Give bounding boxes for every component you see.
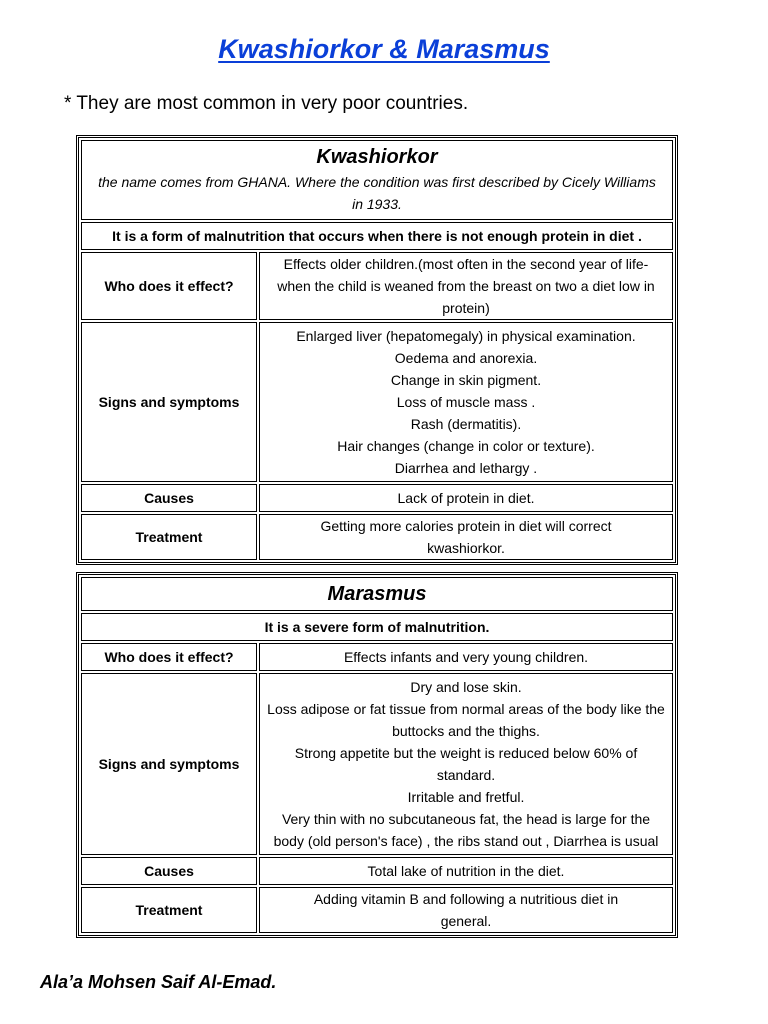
list-item: Enlarged liver (hepatomegaly) in physical examination. [296, 328, 636, 344]
marasmus-causes-label: Causes [81, 857, 257, 885]
kwashiorkor-table [76, 135, 678, 565]
list-item: Dry and lose skin. [410, 679, 522, 695]
kwashiorkor-treatment-text: Getting more calories protein in diet will correct kwashiorkor. [259, 514, 673, 560]
kwashiorkor-origin: the name comes from GHANA. Where the condition was first described by Cicely Williams in 1933. [98, 174, 656, 212]
marasmus-treatment-text: Adding vitamin B and following a nutritious diet in general. [259, 887, 673, 933]
kwashiorkor-who-text: Effects older children.(most often in the second year of life- when the child is weaned from the breast on two a diet low in protein) [259, 252, 673, 320]
kwashiorkor-who-label: Who does it effect? [81, 252, 257, 320]
marasmus-who-text: Effects infants and very young children. [259, 643, 673, 671]
list-item: Very thin with no subcutaneous fat, the head is large for the body (old person's face) , the ribs stand out , Diarrhea is usual [273, 811, 659, 849]
kwashiorkor-definition: It is a form of malnutrition that occurs when there is not enough protein in diet . [81, 222, 673, 250]
marasmus-who-label: Who does it effect? [81, 643, 257, 671]
kwashiorkor-header-cell [81, 140, 673, 220]
intro-text: * They are most common in very poor countries. [64, 93, 469, 114]
author-name: Ala’a Mohsen Saif Al-Emad. [40, 972, 277, 992]
kwashiorkor-treatment-label: Treatment [81, 514, 257, 560]
kwashiorkor-causes-label: Causes [81, 484, 257, 512]
list-item: Loss adipose or fat tissue from normal areas of the body like the buttocks and the thighs. [267, 701, 665, 739]
list-item: Change in skin pigment. [390, 372, 542, 388]
list-item: Diarrhea and lethargy . [394, 460, 538, 476]
marasmus-heading: Marasmus [327, 583, 427, 605]
list-item: Oedema and anorexia. [394, 350, 538, 366]
list-item: Rash (dermatitis). [410, 416, 522, 432]
page-title: Kwashiorkor & Marasmus [218, 34, 550, 64]
marasmus-signs-label: Signs and symptoms [81, 673, 257, 855]
list-item: Loss of muscle mass . [396, 394, 536, 410]
kwashiorkor-causes-text: Lack of protein in diet. [259, 484, 673, 512]
marasmus-definition: It is a severe form of malnutrition. [81, 613, 673, 641]
kwashiorkor-signs-label: Signs and symptoms [81, 322, 257, 482]
list-item: Strong appetite but the weight is reduced below 60% of standard. [294, 745, 638, 783]
kwashiorkor-signs-list [259, 322, 673, 482]
list-item: Irritable and fretful. [407, 789, 525, 805]
marasmus-treatment-label: Treatment [81, 887, 257, 933]
marasmus-signs-list [259, 673, 673, 855]
marasmus-table [76, 572, 678, 938]
kwashiorkor-heading: Kwashiorkor [316, 146, 438, 168]
marasmus-causes-text: Total lake of nutrition in the diet. [259, 857, 673, 885]
marasmus-header-cell [81, 577, 673, 611]
list-item: Hair changes (change in color or texture). [337, 438, 595, 454]
